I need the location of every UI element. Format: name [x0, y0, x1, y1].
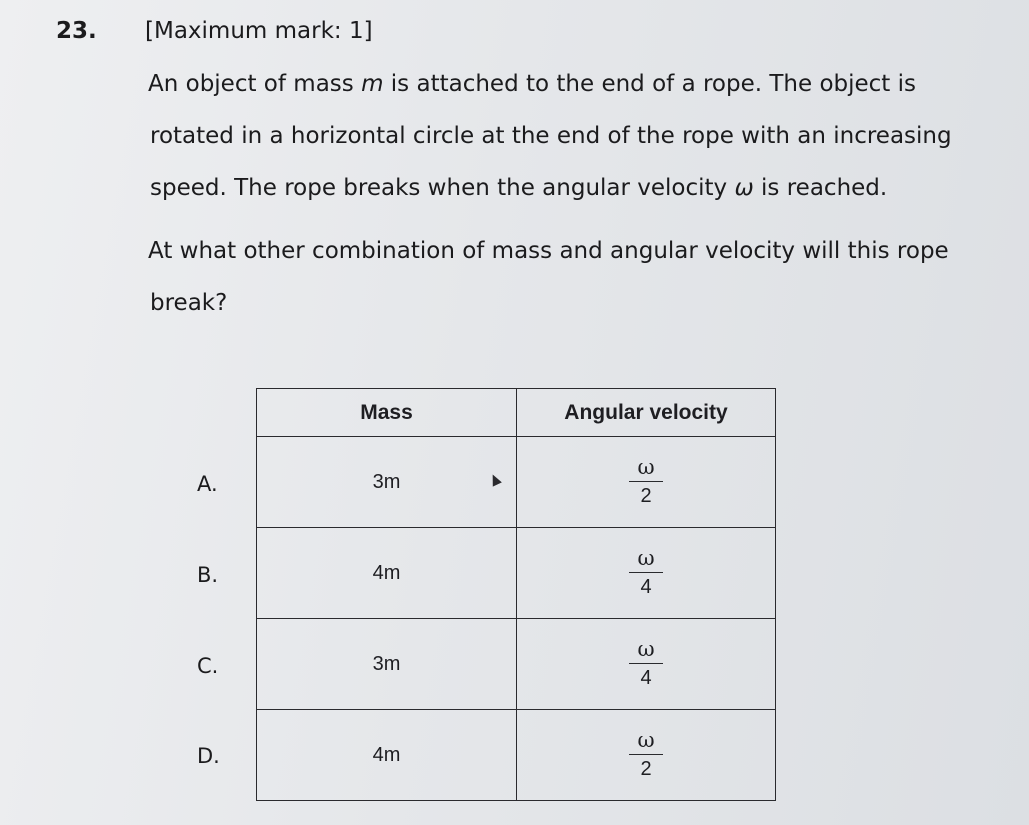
maximum-mark: [Maximum mark: 1]	[145, 18, 373, 44]
mass-symbol: m	[361, 71, 384, 97]
table-header-row	[257, 389, 776, 437]
option-letter-b[interactable]: B.	[197, 563, 219, 587]
header-angular-velocity: Angular velocity	[517, 389, 776, 437]
mass-cell: 3m	[257, 619, 517, 710]
angular-velocity-cell	[517, 437, 776, 528]
question-stem	[148, 58, 952, 214]
option-letter-c[interactable]: C.	[197, 654, 219, 678]
prompt-line-2: break?	[150, 290, 228, 316]
option-letter-d[interactable]: D.	[197, 744, 220, 768]
mass-cell: 4m	[257, 528, 517, 619]
question-prompt	[148, 225, 949, 329]
fraction: $\frac{\omega}{4}$	[629, 639, 662, 688]
header-mass: Mass	[257, 389, 517, 437]
angular-velocity-cell	[517, 619, 776, 710]
angular-velocity-cell	[517, 528, 776, 619]
angular-velocity-cell	[517, 710, 776, 801]
stem-line-3: speed. The rope breaks when the angular velocity ω is reached.	[150, 175, 888, 201]
table-row[interactable]	[257, 619, 776, 710]
prompt-line-1: At what other combination of mass and angular velocity will this rope	[148, 238, 949, 264]
omega-symbol: ω	[734, 175, 754, 201]
fraction: $\frac{\omega}{2}$	[629, 457, 662, 506]
table-row[interactable]	[257, 710, 776, 801]
mass-cell: 4m	[257, 710, 517, 801]
stem-line-1: An object of mass m is attached to the end of a rope. The object is	[148, 71, 917, 97]
question-number: 23.	[56, 18, 97, 44]
mass-cell: 3m	[257, 437, 517, 528]
option-letter-a[interactable]: A.	[197, 472, 218, 496]
stem-line-2: rotated in a horizontal circle at the end of the rope with an increasing	[150, 123, 952, 149]
table-row[interactable]	[257, 528, 776, 619]
fraction: $\frac{\omega}{2}$	[629, 730, 662, 779]
answer-table	[256, 388, 776, 801]
table-row[interactable]	[257, 437, 776, 528]
fraction: $\frac{\omega}{4}$	[629, 548, 662, 597]
